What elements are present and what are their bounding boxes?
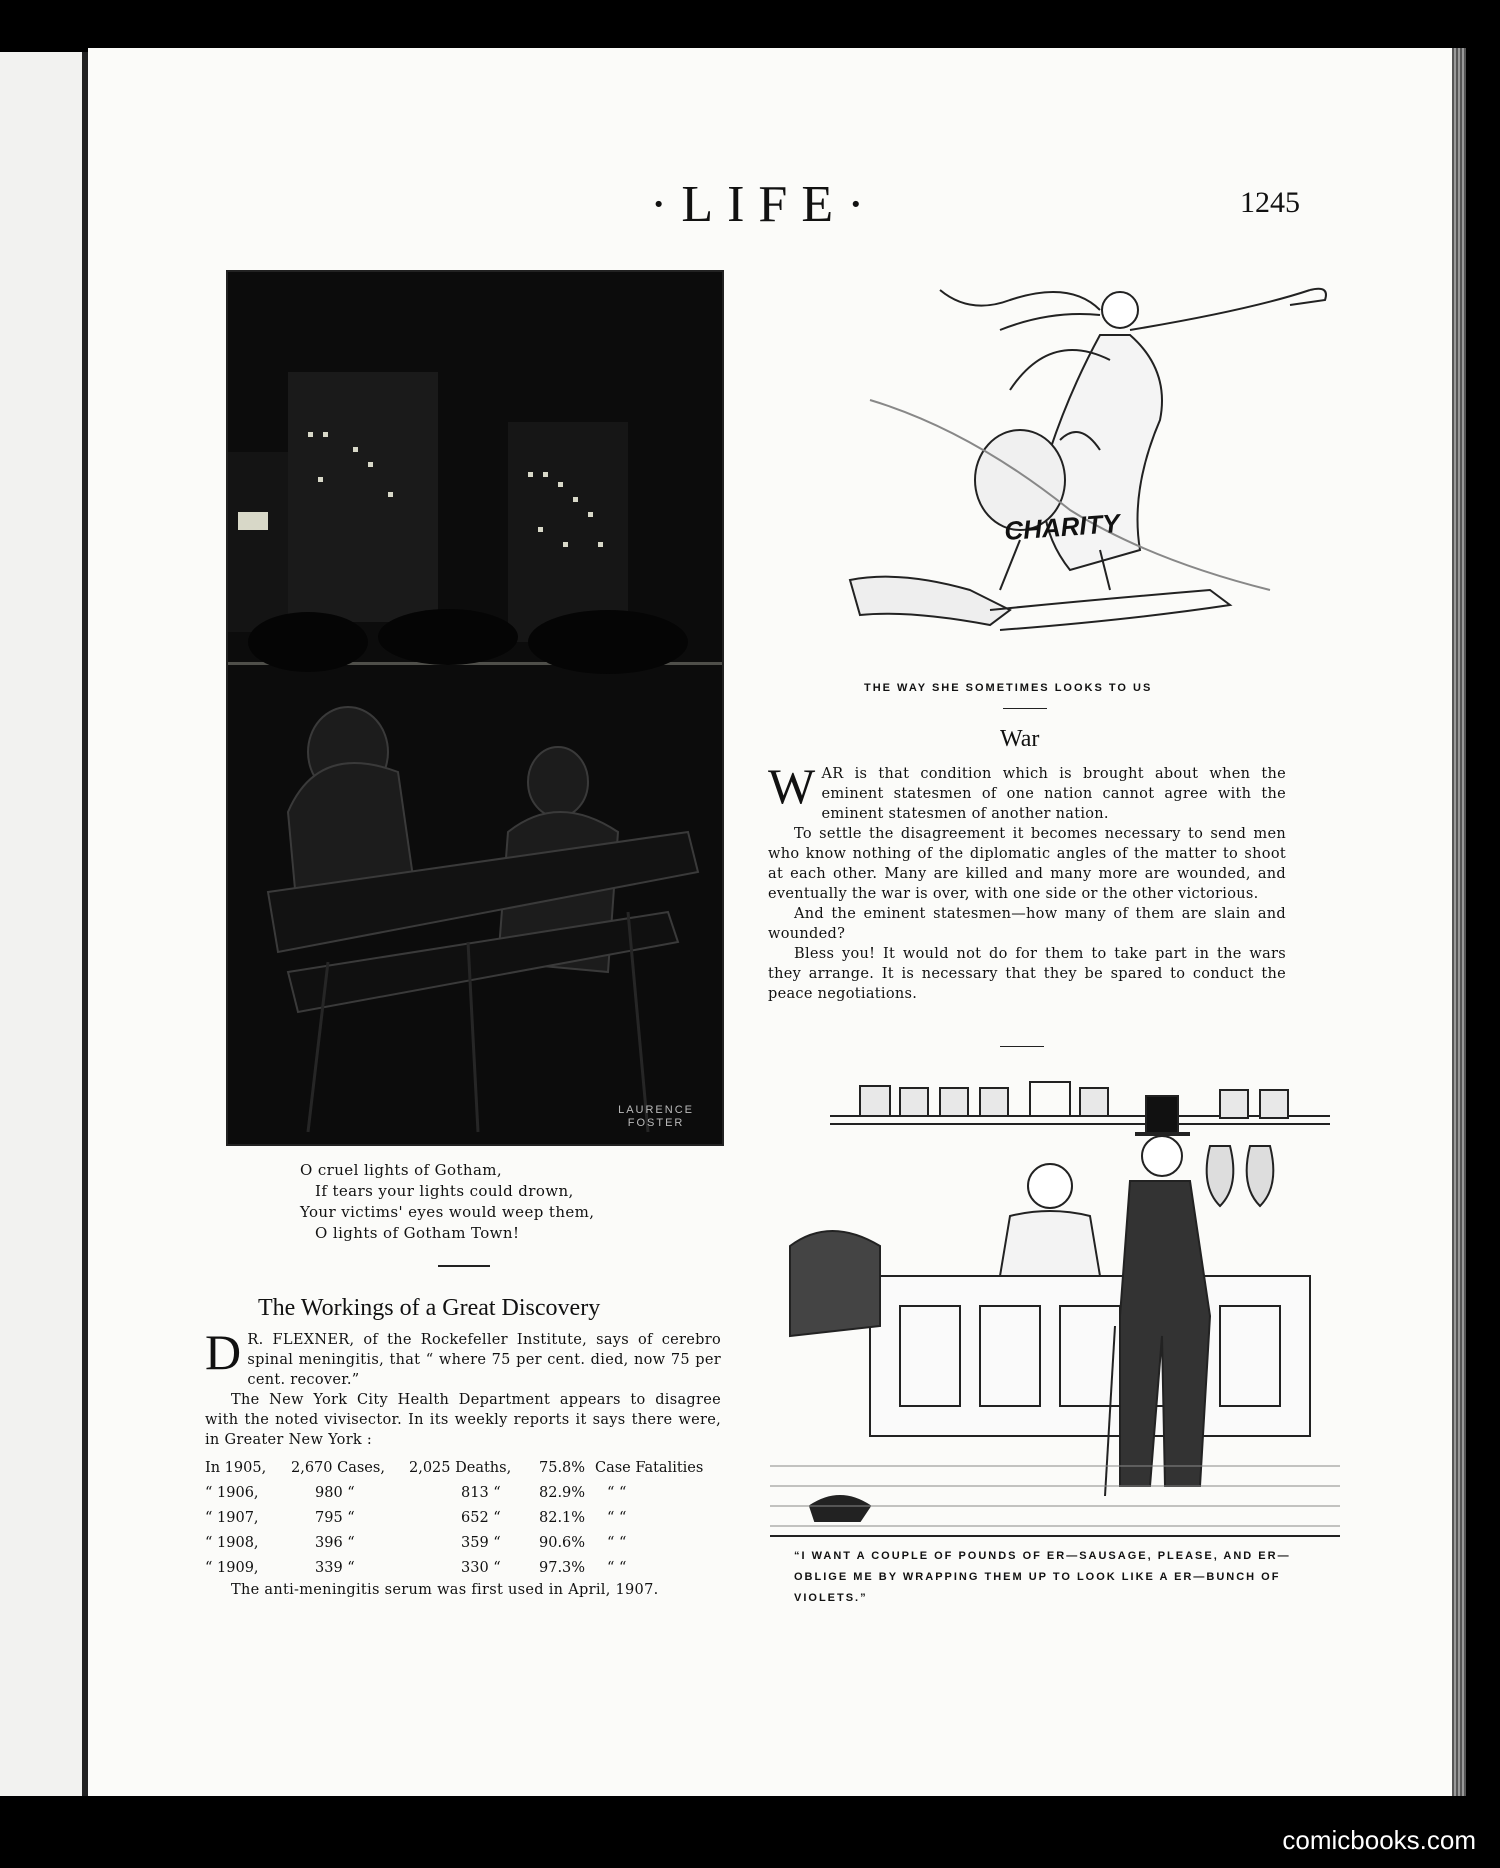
poem <box>300 1160 594 1244</box>
table-row: “ 1906, 980 “ 813 “ 82.9% “ “ <box>205 1484 627 1501</box>
war-paragraph-2: To settle the disagreement it becomes necessary to send men who know nothing of the diplomatic angles of the matter to shoot at each other. Many are killed and many more are wounded, and eventually the war is over, with one side or the other victorious. <box>768 826 1286 902</box>
watermark: comicbooks.com <box>1282 1825 1476 1855</box>
page-stack-edge <box>1452 48 1466 1796</box>
charity-banner: CHARITY <box>1003 507 1121 546</box>
night-scene-drawing <box>228 272 722 1144</box>
war-dropcap: W <box>768 758 816 814</box>
article-paragraph-1: D R. FLEXNER, of the Rockefeller Institute, says of cerebro spinal meningitis, that “ where 75 per cent. died, now 75 per cent. recover.” <box>205 1324 721 1388</box>
shop-drawing <box>770 1066 1340 1548</box>
poem-line: Your victims' eyes would weep them, <box>300 1203 595 1221</box>
article-body <box>205 1324 721 1450</box>
shop-caption: “I WANT A COUPLE OF POUNDS OF ER—SAUSAGE, PLEASE, AND ER—OBLIGE ME BY WRAPPING THEM UP TO LOOK LIKE A ER—BUNCH OF VIOLETS.” <box>794 1550 1291 1604</box>
facing-page-edge <box>0 52 82 1796</box>
poem-line: O cruel lights of Gotham, <box>300 1161 503 1179</box>
section-divider <box>1000 1046 1044 1047</box>
war-headline: War <box>1000 726 1040 752</box>
meningitis-statistics-table <box>205 1457 703 1582</box>
page-number: 1245 <box>1240 186 1300 219</box>
war-paragraph-3: And the eminent statesmen—how many of them are slain and wounded? <box>768 906 1286 942</box>
charity-caption: THE WAY SHE SOMETIMES LOOKS TO US <box>864 682 1153 694</box>
charity-cartoon <box>770 270 1330 678</box>
article-paragraph-2: The New York City Health Department appears to disagree with the noted vivisector. In its weekly reports it says there were, in Greater New York : <box>205 1392 721 1448</box>
masthead-title: ·LIFE· <box>650 176 879 233</box>
dropcap-letter: D <box>205 1324 242 1380</box>
night-park-illustration <box>226 270 724 1146</box>
charity-drawing <box>770 270 1330 678</box>
artist-signature: LAURENCE FOSTER <box>618 1104 694 1129</box>
table-row: In 1905, 2,670 Cases, 2,025 Deaths, 75.8% Case Fatalities <box>205 1459 704 1476</box>
table-row: “ 1908, 396 “ 359 “ 90.6% “ “ <box>205 1534 627 1551</box>
war-paragraph-4: Bless you! It would not do for them to take part in the wars they arrange. It is necessary that they be spared to conduct the peace negotiations. <box>768 946 1286 1002</box>
table-row: “ 1909, 339 “ 330 “ 97.3% “ “ <box>205 1559 627 1576</box>
poem-line: O lights of Gotham Town! <box>315 1224 520 1242</box>
section-divider <box>438 1265 490 1267</box>
table-row: “ 1907, 795 “ 652 “ 82.1% “ “ <box>205 1509 627 1526</box>
article-headline: The Workings of a Great Discovery <box>258 1295 601 1321</box>
poem-line: If tears your lights could drown, <box>315 1182 574 1200</box>
war-editorial <box>768 758 1286 1004</box>
article-closing: The anti-meningitis serum was first used in April, 1907. <box>231 1582 659 1598</box>
butcher-shop-cartoon <box>770 1066 1340 1548</box>
war-paragraph-1: WAR is that condition which is brought about when the eminent statesmen of one nation cannot agree with the eminent statesmen of another nation. <box>768 758 1286 822</box>
caption-divider <box>1003 708 1047 709</box>
